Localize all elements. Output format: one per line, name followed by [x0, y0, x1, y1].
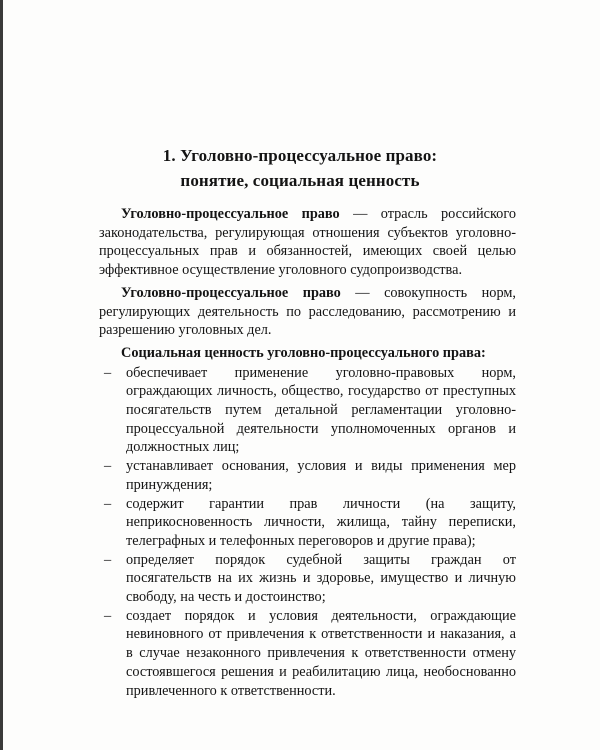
definition-paragraph-2 [99, 284, 516, 340]
chapter-title-line-2: понятие, социальная ценность [180, 171, 420, 190]
definition-paragraph-1 [99, 205, 516, 280]
scan-edge [0, 0, 3, 750]
list-marker: – [104, 458, 112, 475]
list-item [99, 457, 516, 494]
chapter-title-line-1: 1. Уголовно-процессуальное право: [162, 146, 438, 165]
list-item [99, 551, 516, 607]
list-item-text: содержит гарантии прав личности (на защиту, неприкосновенность личности, жилища, тайну переписки, телеграфных и телефонных переговоров и другие права); [126, 495, 516, 549]
list-marker: – [104, 495, 112, 512]
list-marker: – [104, 364, 112, 381]
list-marker: – [104, 551, 112, 568]
list-item-text: устанавливает основания, условия и виды применения мер принуждения; [126, 458, 516, 493]
definition-term: Уголовно-процессуальное право [121, 284, 341, 301]
list-item [99, 607, 516, 701]
social-value-heading: Социальная ценность уголовно-процессуального права: [121, 344, 486, 361]
list-item-text: обеспечивает применение уголовно-правовых норм, ограждающих личность, общество, государство от преступных посягательств путем детальной регламентации уголовно-процессуальной деятельности уполномоченных органов и должностных лиц; [126, 364, 516, 456]
list-marker: – [104, 607, 112, 624]
list-item-text: создает порядок и условия деятельности, ограждающие невиновного от привлечения к ответственности и наказания, а в случае незаконного привлечения к ответственности отмену состоявшегося решения и реабилитацию лица, необоснованно привлеченного к ответственности. [126, 607, 516, 699]
definition-term: Уголовно-процессуальное право [121, 206, 340, 222]
social-value-list [99, 364, 516, 701]
list-item-text: определяет порядок судебной защиты граждан от посягательств на их жизнь и здоровье, имущество и личную свободу, на честь и достоинство; [126, 551, 516, 606]
list-item [99, 495, 516, 551]
definition-text: — отрасль российского законодательства, регулирующая отношения субъектов уголовно-процессуальных прав и обязанностей, имеющих своей целью эффективное осуществление уголовного судопроизводства. [99, 206, 516, 279]
definition-text: — совокупность норм, регулирующих деятельность по расследованию, рассмотрению и разрешению уголовных дел. [99, 284, 516, 339]
chapter-title [100, 143, 500, 193]
document-body [99, 205, 516, 700]
list-item [99, 364, 516, 458]
